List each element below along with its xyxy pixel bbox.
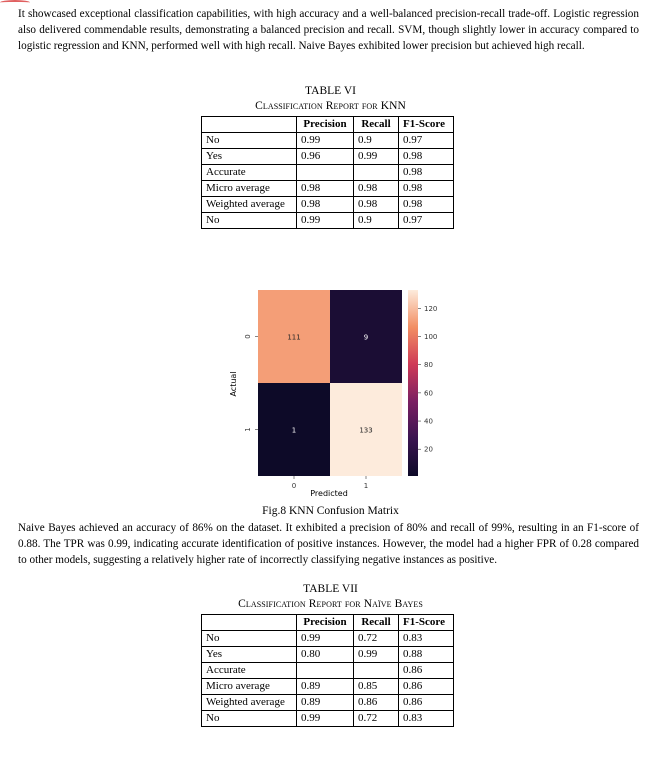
table-cell: 0.99: [297, 631, 354, 647]
table-row: [202, 181, 454, 197]
colorbar: [408, 290, 418, 476]
table-cell: Accurate: [202, 663, 297, 679]
header-cell: Recall: [354, 615, 399, 631]
table-cell: Micro average: [202, 679, 297, 695]
heatmap-cells: [258, 290, 402, 476]
heatmap-value-label: 9: [363, 333, 369, 342]
table-cell: Weighted average: [202, 197, 297, 213]
table-cell: 0.97: [399, 213, 454, 229]
table-cell: 0.98: [354, 197, 399, 213]
table6: [201, 116, 454, 229]
header-cell: Recall: [354, 117, 399, 133]
table-cell: [354, 165, 399, 181]
colorbar-tick-label: 120: [424, 304, 438, 313]
table-cell: 0.85: [354, 679, 399, 695]
table-row: [202, 149, 454, 165]
table-cell: Weighted average: [202, 695, 297, 711]
table-cell: Micro average: [202, 181, 297, 197]
header-cell: [202, 615, 297, 631]
colorbar-tick-label: 80: [424, 361, 433, 370]
table-cell: 0.72: [354, 631, 399, 647]
table-cell: No: [202, 213, 297, 229]
table-cell: 0.9: [354, 213, 399, 229]
y-axis-label: Actual: [229, 371, 238, 397]
table6-title: Classification Report for KNN: [255, 100, 406, 112]
table-cell: No: [202, 711, 297, 727]
heatmap-value-label: 133: [359, 426, 373, 435]
table-row: [202, 197, 454, 213]
header-cell: F1-Score: [399, 117, 454, 133]
y-tick-label: 0: [244, 334, 252, 339]
table-row: [202, 133, 454, 149]
table-cell: 0.98: [297, 197, 354, 213]
table-cell: 0.99: [354, 647, 399, 663]
body-paragraph-2: Naive Bayes achieved an accuracy of 86% on the dataset. It exhibited a precision of 80% and recall of 99%, resulting in an F1-score of 0.88. The TPR was 0.99, indicating accurate identification of positive instances. However, the model had a higher FPR of 0.28 compared to other models, suggesting a relatively higher rate of incorrectly classifying negative instances as positive.: [18, 522, 639, 566]
table-row: [202, 165, 454, 181]
table-cell: 0.88: [399, 647, 454, 663]
table-cell: No: [202, 133, 297, 149]
table-cell: 0.83: [399, 711, 454, 727]
table-cell: 0.89: [297, 679, 354, 695]
table-cell: Yes: [202, 149, 297, 165]
table-cell: No: [202, 631, 297, 647]
table-cell: 0.89: [297, 695, 354, 711]
table-cell: 0.80: [297, 647, 354, 663]
heatmap-value-label: 111: [287, 333, 301, 342]
table-cell: 0.86: [399, 663, 454, 679]
table-cell: 0.86: [354, 695, 399, 711]
table-row: [202, 695, 454, 711]
table-row: [202, 213, 454, 229]
colorbar-tick-label: 20: [424, 445, 433, 454]
table-cell: 0.98: [399, 197, 454, 213]
x-axis-label: Predicted: [310, 489, 348, 498]
table-cell: Accurate: [202, 165, 297, 181]
table-cell: 0.99: [297, 213, 354, 229]
body-paragraph-1: It showcased exceptional classification capabilities, with high accuracy and a well-balanced precision-recall trade-off. Logistic regression also delivered commendable results, demonstrating a balanced precision and recall. SVM, though slightly lower in accuracy compared to logistic regression and KNN, performed well with high recall. Naive Bayes exhibited lower precision but achieved high recall.: [18, 8, 639, 52]
table-cell: 0.98: [399, 181, 454, 197]
table-cell: 0.86: [399, 679, 454, 695]
knn-confusion-matrix-figure: [218, 286, 448, 506]
table-cell: 0.98: [297, 181, 354, 197]
table7: [201, 614, 454, 727]
figure-caption: Fig.8 KNN Confusion Matrix: [262, 505, 399, 517]
header-cell: [202, 117, 297, 133]
table-cell: [297, 165, 354, 181]
heatmap-value-label: 1: [291, 426, 297, 435]
colorbar-tick-label: 60: [424, 389, 433, 398]
decorative-mark: [0, 0, 30, 5]
colorbar-ticks: [418, 305, 437, 454]
table-cell: 0.99: [297, 711, 354, 727]
table-row: [202, 711, 454, 727]
x-tick-label: 1: [363, 482, 369, 490]
table-cell: [297, 663, 354, 679]
table-header-row: [202, 117, 454, 133]
colorbar-tick-label: 100: [424, 333, 438, 341]
table-cell: 0.98: [399, 149, 454, 165]
table-cell: 0.86: [399, 695, 454, 711]
table7-number: TABLE VII: [303, 583, 358, 595]
table-cell: 0.99: [297, 133, 354, 149]
table-cell: 0.99: [354, 149, 399, 165]
table-cell: 0.98: [354, 181, 399, 197]
table-cell: 0.96: [297, 149, 354, 165]
table-cell: [354, 663, 399, 679]
colorbar-tick-label: 40: [424, 417, 433, 426]
table-cell: 0.98: [399, 165, 454, 181]
table-cell: Yes: [202, 647, 297, 663]
table-header-row: [202, 615, 454, 631]
table-cell: 0.97: [399, 133, 454, 149]
table-row: [202, 679, 454, 695]
x-tick-label: 0: [291, 482, 297, 490]
table-row: [202, 631, 454, 647]
table-row: [202, 647, 454, 663]
table-cell: 0.9: [354, 133, 399, 149]
y-tick-label: 1: [244, 427, 252, 432]
table-cell: 0.72: [354, 711, 399, 727]
header-cell: Precision: [297, 117, 354, 133]
header-cell: Precision: [297, 615, 354, 631]
table6-number: TABLE VI: [305, 85, 356, 97]
table7-title: Classification Report for Naïve Bayes: [238, 598, 423, 610]
table-cell: 0.83: [399, 631, 454, 647]
table-row: [202, 663, 454, 679]
header-cell: F1-Score: [399, 615, 454, 631]
